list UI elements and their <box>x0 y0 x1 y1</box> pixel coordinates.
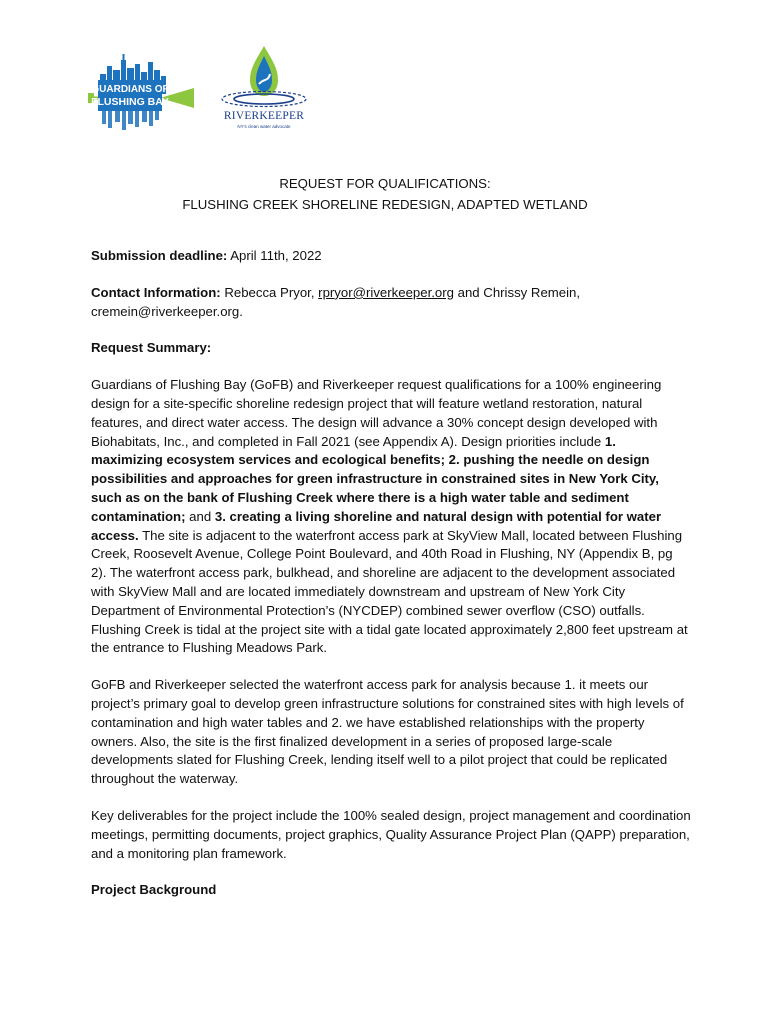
document-title-line1: REQUEST FOR QUALIFICATIONS: <box>279 176 491 191</box>
contact-name-1: Rebecca Pryor, <box>224 284 315 300</box>
summary-paragraph-3: Key deliverables for the project include the 100% sealed design, project management and coordination meetings, permitting documents, project graphics, Quality Assurance Project Plan (QAPP) preparation, and a monitoring plan framework. <box>91 807 691 861</box>
summary-p1-bold-2: 3. creating a living shoreline and natural design with potential for water access. <box>91 508 662 543</box>
summary-p1-bold-1: 1. maximizing ecosystem services and ecological benefits; 2. pushing the needle on design possibilities and approaches for green infrastructure in constrained sites in New York City, such as on the bank of Flushing Creek where there is a high water table and sediment contamination; <box>91 433 659 524</box>
deadline-label: Submission deadline: <box>91 248 228 263</box>
submission-deadline <box>91 247 691 266</box>
svg-text:FLUSHING BAY: FLUSHING BAY <box>91 96 169 108</box>
summary-paragraph-1 <box>91 376 691 658</box>
gofb-logo-lettering <box>88 52 198 132</box>
riverkeeper-wordmark-text: RIVERKEEPER <box>223 110 305 122</box>
contact-label: Contact Information: <box>91 284 221 300</box>
header-logos <box>88 44 318 136</box>
deadline-value: April 11th, 2022 <box>230 248 322 263</box>
riverkeeper-tagline: NY's clean water advocate <box>237 124 291 129</box>
contact-information <box>91 284 691 322</box>
project-background-heading: Project Background <box>91 882 217 898</box>
request-summary-heading: Request Summary: <box>91 340 212 356</box>
summary-p1-text-1: Guardians of Flushing Bay (GoFB) and Riverkeeper request qualifications for a 100% engineering design for a site-specific shoreline redesign project that will feature wetland restoration, natural features, and direct water access. The design will advance a 30% concept design developed with Biohabitats, Inc., and completed in Fall 2021 (see Appendix A). Design priorities include <box>91 377 662 449</box>
contact-connector: and Chrissy Remein, <box>457 284 581 300</box>
summary-p1-text-2: and <box>185 508 215 524</box>
contact-email-2: cremein@riverkeeper.org. <box>91 303 243 319</box>
svg-text:GUARDIANS OF: GUARDIANS OF <box>91 84 169 95</box>
summary-p1-text-3: The site is adjacent to the waterfront access park at SkyView Mall, located between Flushing Creek, Roosevelt Avenue, College Point Boulevard, and 40th Road in Flushing, NY (Appendix B, pg 2). The waterfront access park, bulkhead, and shoreline are adjacent to the development associated with SkyView Mall and are located immediately downstream and upstream of New York City Department of Environmental Protection’s (NYCDEP) combined sewer overflow (CSO) outfalls. Flushing Creek is tidal at the project site with a tidal gate located approximately 2,800 feet upstream at the entrance to Flushing Meadows Park. <box>91 527 688 656</box>
document-title-line2: FLUSHING CREEK SHORELINE REDESIGN, ADAPTED WETLAND <box>182 197 588 212</box>
riverkeeper-wordmark <box>212 44 316 134</box>
summary-paragraph-2: GoFB and Riverkeeper selected the waterfront access park for analysis because 1. it meets our project’s primary goal to develop green infrastructure solutions for constrained sites with high levels of contamination and high water tables and 2. we have established relationships with the property owners. Also, the site is the first finalized development in a series of proposed large-scale developments slated for Flushing Creek, lending itself well to a pilot project that could be replicated throughout the waterway. <box>91 677 684 787</box>
contact-email-link-1[interactable]: rpryor@riverkeeper.org <box>318 284 454 300</box>
document-body <box>91 247 691 918</box>
